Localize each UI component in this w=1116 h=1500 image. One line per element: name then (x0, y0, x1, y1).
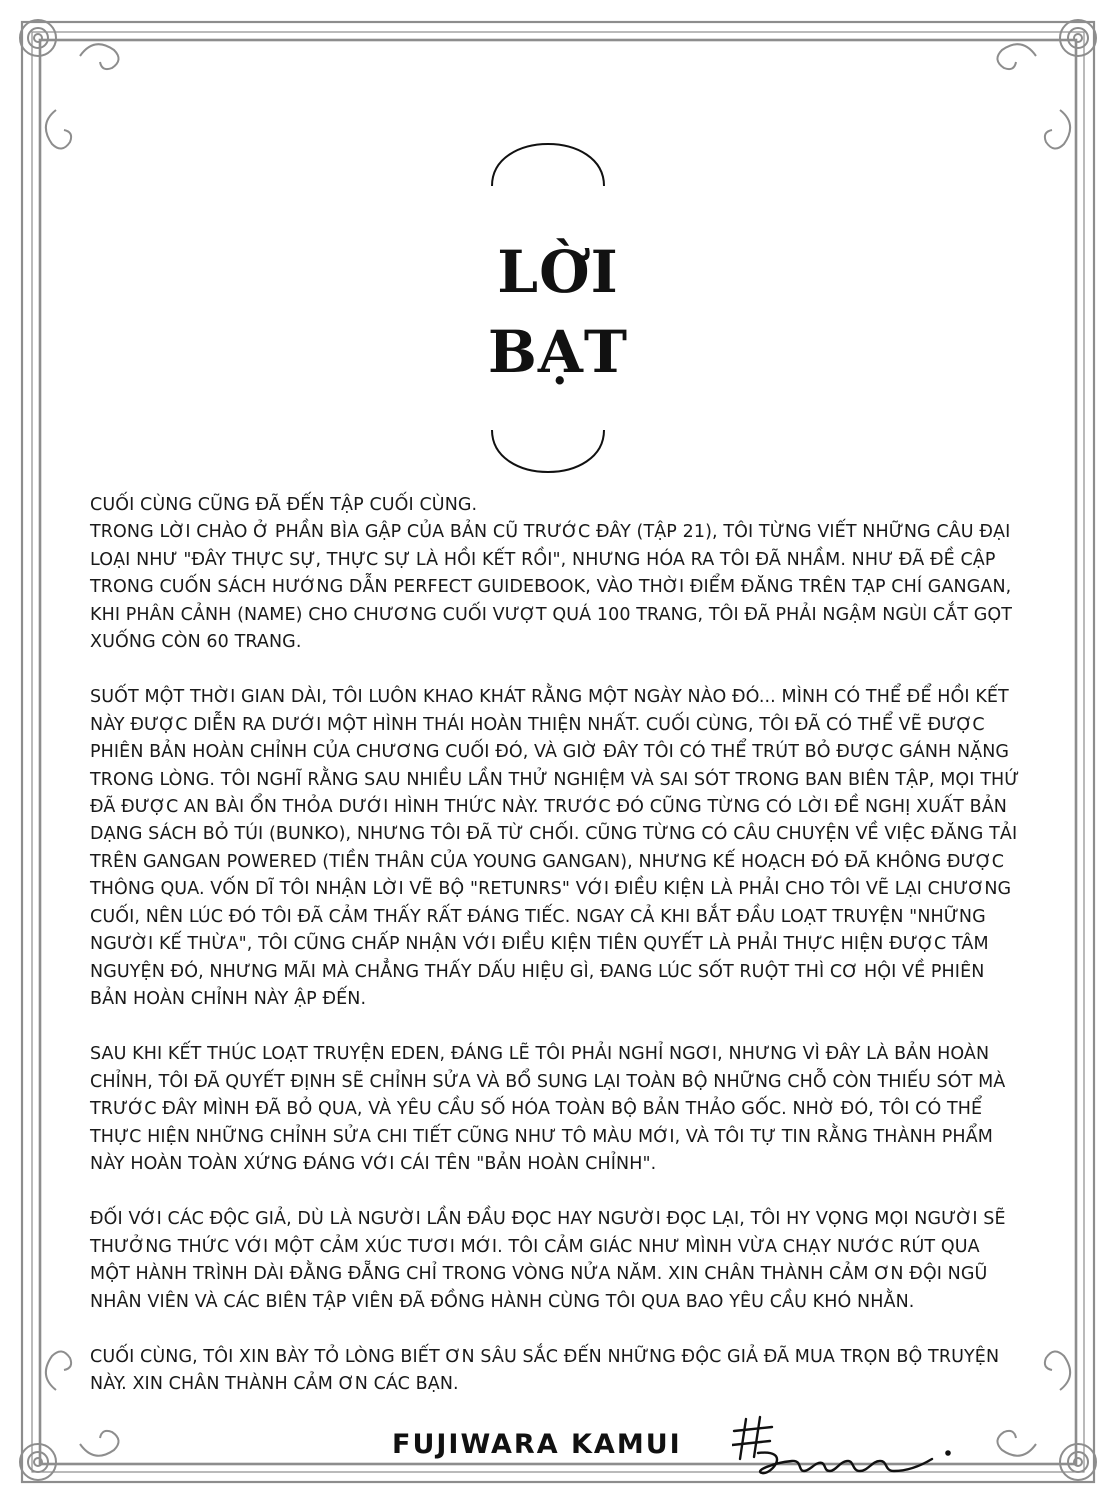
page-title-line-2: BẠT (487, 318, 629, 386)
author-name: FUJIWARA KAMUI (392, 1429, 682, 1460)
paragraph-1: CUỐI CÙNG CŨNG ĐÃ ĐẾN TẬP CUỐI CÙNG. TRONG LỜI CHÀO Ở PHẦN BÌA GẬP CỦA BẢN CŨ TRƯỚC ĐÂY (TẬP 21), TÔI TỪNG VIẾT NHỮNG CÂU ĐẠI LOẠI NHƯ "ĐÂY THỰC SỰ, THỰC SỰ LÀ HỒI KẾT RỒI", NHƯNG HÓA RA TÔI ĐÃ NHẦM. NHƯ ĐÃ ĐỀ CẬP TRONG CUỐN SÁCH HƯỚNG DẪN PERFECT GUIDEBOOK, VÀO THỜI ĐIỂM ĐĂNG TRÊN TẠP CHÍ GANGAN, KHI PHÂN CẢNH (NAME) CHO CHƯƠNG CUỐI VƯỢT QUÁ 100 TRANG, TÔI ĐÃ PHẢI NGẬM NGÙI CẮT GỌT XUỐNG CÒN 60 TRANG. (90, 495, 1013, 653)
handwritten-signature (732, 1415, 962, 1485)
decorative-arc-top (488, 128, 608, 188)
afterword-body (90, 492, 1020, 1427)
paragraph-5: CUỐI CÙNG, TÔI XIN BÀY TỎ LÒNG BIẾT ƠN SÂU SẮC ĐẾN NHỮNG ĐỘC GIẢ ĐÃ MUA TRỌN BỘ TRUYỆN NÀY. XIN CHÂN THÀNH CẢM ƠN CÁC BẠN. (90, 1346, 1000, 1395)
paragraph-2: SUỐT MỘT THỜI GIAN DÀI, TÔI LUÔN KHAO KHÁT RẰNG MỘT NGÀY NÀO ĐÓ... MÌNH CÓ THỂ ĐỂ HỒI KẾT NÀY ĐƯỢC DIỄN RA DƯỚI MỘT HÌNH THÁI HOÀN THIỆN NHẤT. CUỐI CÙNG, TÔI ĐÃ CÓ THỂ VẼ ĐƯỢC PHIÊN BẢN HOÀN CHỈNH CỦA CHƯƠNG CUỐI ĐÓ, VÀ GIỜ ĐÂY TÔI CÓ THỂ TRÚT BỎ ĐƯỢC GÁNH NẶNG TRONG LÒNG. TÔI NGHĨ RẰNG SAU NHIỀU LẦN THỬ NGHIỆM VÀ SAI SÓT TRONG BAN BIÊN TẬP, MỌI THỨ ĐÃ ĐƯỢC AN BÀI ỔN THỎA DƯỚI HÌNH THỨC NÀY. TRƯỚC ĐÓ CŨNG TỪNG CÓ LỜI ĐỀ NGHỊ XUẤT BẢN DẠNG SÁCH BỎ TÚI (BUNKO), NHƯNG TÔI ĐÃ TỪ CHỐI. CŨNG TỪNG CÓ CÂU CHUYỆN VỀ VIỆC ĐĂNG TẢI TRÊN GANGAN POWERED (TIỀN THÂN CỦA YOUNG GANGAN), NHƯNG KẾ HOẠCH ĐÓ ĐÃ KHÔNG ĐƯỢC THÔNG QUA. VỐN DĨ TÔI NHẬN LỜI VẼ BỘ "RETUNRS" VỚI ĐIỀU KIỆN LÀ PHẢI CHO TÔI VẼ LẠI CHƯƠNG CUỐI, NÊN LÚC ĐÓ TÔI ĐÃ CẢM THẤY RẤT ĐÁNG TIẾC. NGAY CẢ KHI BẮT ĐẦU LOẠT TRUYỆN "NHỮNG NGƯỜI KẾ THỪA", TÔI CŨNG CHẤP NHẬN VỚI ĐIỀU KIỆN TIÊN QUYẾT LÀ PHẢI THỰC HIỆN ĐƯỢC TÂM NGUYỆN ĐÓ, NHƯNG MÃI MÀ CHẲNG THẤY DẤU HIỆU GÌ, ĐANG LÚC SỐT RUỘT THÌ CƠ HỘI VỀ PHIÊN BẢN HOÀN CHỈNH NÀY ẬP ĐẾN. (90, 687, 1020, 1009)
page-title-line-1: LỜI (497, 238, 619, 306)
paragraph-3: SAU KHI KẾT THÚC LOẠT TRUYỆN EDEN, ĐÁNG LẼ TÔI PHẢI NGHỈ NGƠI, NHƯNG VÌ ĐÂY LÀ BẢN HOÀN CHỈNH, TÔI ĐÃ QUYẾT ĐỊNH SẼ CHỈNH SỬA VÀ BỔ SUNG LẠI TOÀN BỘ NHỮNG CHỖ CÒN THIẾU SÓT MÀ TRƯỚC ĐÂY MÌNH ĐÃ BỎ QUA, VÀ YÊU CẦU SỐ HÓA TOÀN BỘ BẢN THẢO GỐC. NHỜ ĐÓ, TÔI CÓ THỂ THỰC HIỆN NHỮNG CHỈNH SỬA CHI TIẾT CŨNG NHƯ TÔ MÀU MỚI, VÀ TÔI TỰ TIN RẰNG THÀNH PHẨM NÀY HOÀN TOÀN XỨNG ĐÁNG VỚI CÁI TÊN "BẢN HOÀN CHỈNH". (90, 1044, 1006, 1174)
decorative-arc-bottom (488, 428, 608, 488)
paragraph-4: ĐỐI VỚI CÁC ĐỘC GIẢ, DÙ LÀ NGƯỜI LẦN ĐẦU ĐỌC HAY NGƯỜI ĐỌC LẠI, TÔI HY VỌNG MỌI NGƯỜI SẼ THƯỞNG THỨC VỚI MỘT CẢM XÚC TƯƠI MỚI. TÔI CẢM GIÁC NHƯ MÌNH VỪA CHẠY NƯỚC RÚT QUA MỘT HÀNH TRÌNH DÀI ĐẰNG ĐẴNG CHỈ TRONG VÒNG NỬA NĂM. XIN CHÂN THÀNH CẢM ƠN ĐỘI NGŨ NHÂN VIÊN VÀ CÁC BIÊN TẬP VIÊN ĐÃ ĐỒNG HÀNH CÙNG TÔI QUA BAO YÊU CẦU KHÓ NHẰN. (90, 1209, 1006, 1312)
title-block (0, 128, 1116, 488)
signature-block (392, 1415, 992, 1485)
